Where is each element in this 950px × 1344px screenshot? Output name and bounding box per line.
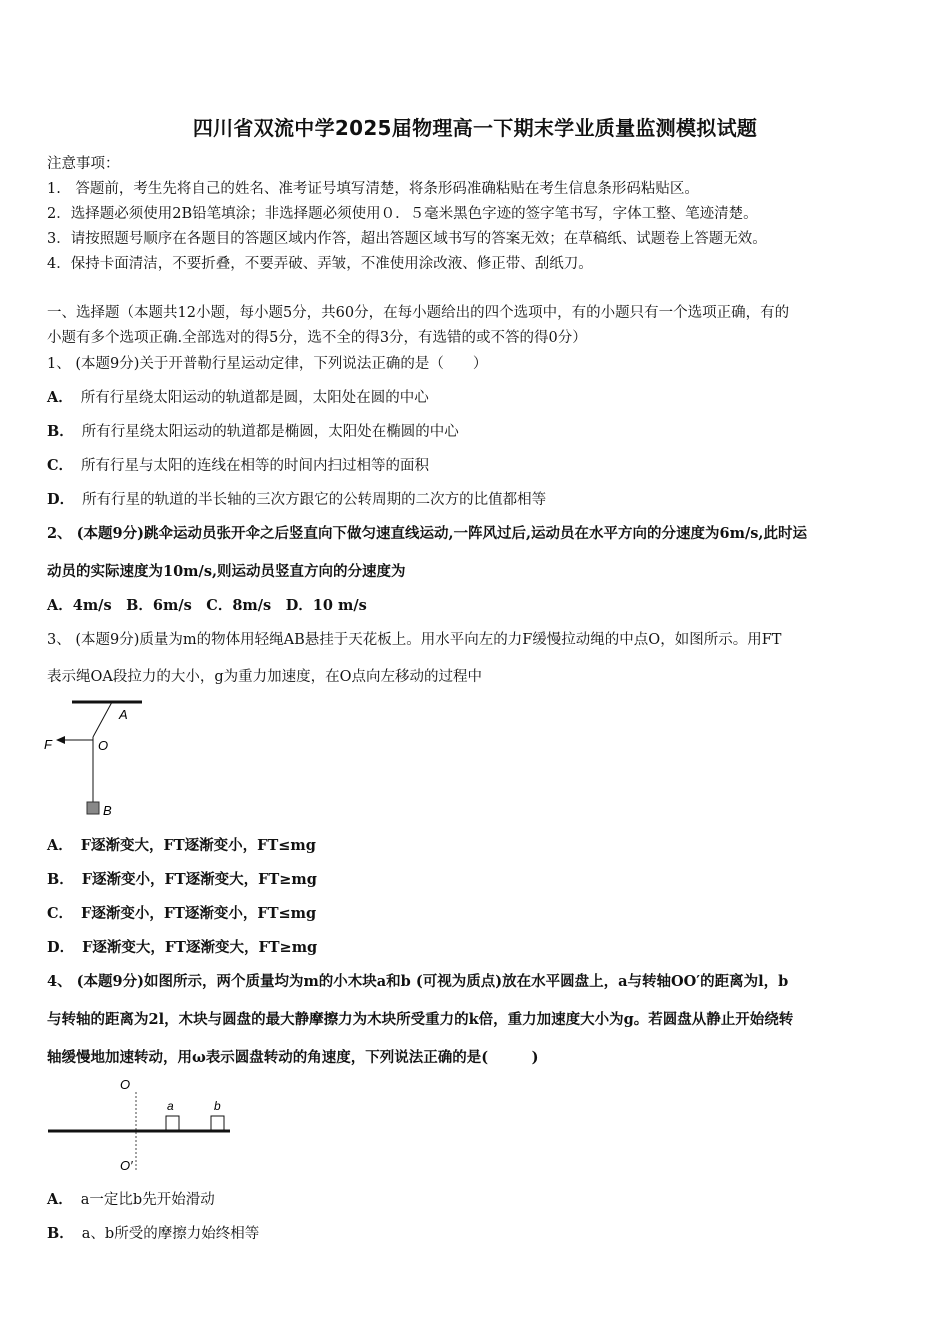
q4-stem-line-1: 4、 (本题9分)如图所示，两个质量均为m的小木块a和b (可视为质点)放在水平圆盘上，a与转轴OO′的距离为l，b (47, 973, 789, 990)
option-key: D． (47, 939, 75, 956)
option-text: F逐渐变大，FT逐渐变小，FT≤mg (80, 837, 316, 854)
q3-option-a (47, 834, 316, 855)
notice-item-3: 3．请按照题号顺序在各题目的答题区域内作答，超出答题区域书写的答案无效；在草稿纸、试题卷上答题无效。 (47, 231, 767, 247)
option-key: C． (47, 457, 74, 474)
label-a: a (167, 1099, 174, 1113)
q4-option-a (47, 1188, 215, 1209)
rope-oa (93, 702, 112, 737)
option-key: B． (47, 423, 74, 440)
option-text: F逐渐变小，FT逐渐变小，FT≤mg (81, 905, 317, 922)
force-arrow-head (56, 736, 65, 744)
option-key: C． (47, 905, 74, 922)
option-text: F逐渐变大，FT逐渐变大，FT≥mg (82, 939, 318, 956)
q1-option-b (47, 420, 459, 441)
label-f: F (44, 737, 52, 752)
q4-stem-line-2: 与转轴的距离为2l，木块与圆盘的最大静摩擦力为木块所受重力的k倍，重力加速度大小为g。若圆盘从静止开始绕转 (47, 1011, 794, 1028)
q3-stem-line-2: 表示绳OA段拉力的大小，g为重力加速度，在O点向左移动的过程中 (47, 669, 483, 685)
label-o-bottom: O′ (120, 1158, 133, 1173)
page-title: 四川省双流中学2025届物理高一下期末学业质量监测模拟试题 (192, 116, 758, 140)
option-key: A． (47, 837, 73, 854)
option-key: D． (47, 491, 75, 508)
option-text: 所有行星绕太阳运动的轨道都是圆，太阳处在圆的中心 (80, 390, 429, 406)
q4-stem-line-3: 轴缓慢地加速转动，用ω表示圆盘转动的角速度，下列说法正确的是( ) (47, 1049, 539, 1066)
mass-block (87, 802, 99, 814)
block-b (211, 1116, 224, 1130)
q1-option-d (47, 488, 546, 509)
notice-item-2: 2．选择题必须使用2B铅笔填涂；非选择题必须使用０．５毫米黑色字迹的签字笔书写，字体工整、笔迹清楚。 (47, 206, 758, 222)
option-text: a、b所受的摩擦力始终相等 (81, 1226, 260, 1242)
q2-options: A．4m/s B．6m/s C．8m/s D．10 m/s (47, 597, 367, 614)
option-key: A． (47, 1191, 73, 1208)
q1-option-c (47, 454, 429, 475)
q1-option-a (47, 386, 429, 407)
q3-option-d (47, 936, 317, 957)
q3-stem-line-1: 3、 (本题9分)质量为m的物体用轻绳AB悬挂于天花板上。用水平向左的力F缓慢拉动绳的中点O，如图所示。用FT (47, 632, 782, 648)
option-text: 所有行星绕太阳运动的轨道都是椭圆，太阳处在椭圆的中心 (81, 424, 459, 440)
notice-heading: 注意事项： (47, 156, 120, 172)
option-key: B． (47, 1225, 74, 1242)
section-heading-line-2: 小题有多个选项正确.全部选对的得5分，选不全的得3分，有选错的或不答的得0分） (47, 330, 587, 346)
option-text: a一定比b先开始滑动 (80, 1192, 215, 1208)
notice-item-4: 4．保持卡面清洁，不要折叠，不要弄破、弄皱，不准使用涂改液、修正带、刮纸刀。 (47, 256, 593, 272)
option-key: B． (47, 871, 74, 888)
label-o: O (98, 738, 109, 753)
q3-option-c (47, 902, 316, 923)
notice-item-1: 1. 答题前，考生先将自己的姓名、准考证号填写清楚，将条形码准确粘贴在考生信息条形码粘贴区。 (47, 181, 699, 197)
block-a (166, 1116, 179, 1130)
q3-option-b (47, 868, 317, 889)
q2-stem-line-2: 动员的实际速度为10m/s,则运动员竖直方向的分速度为 (47, 563, 406, 580)
option-text: 所有行星的轨道的半长轴的三次方跟它的公转周期的二次方的比值都相等 (82, 492, 547, 508)
label-b: b (214, 1099, 221, 1113)
q4-figure-disk (44, 1074, 244, 1178)
section-heading-line-1: 一、选择题（本题共12小题，每小题5分，共60分，在每小题给出的四个选项中，有的小题只有一个选项正确，有的 (47, 305, 790, 321)
label-a: A (119, 707, 128, 722)
q3-figure-rope (40, 692, 160, 822)
q4-option-b (47, 1222, 259, 1243)
q2-stem-line-1: 2、 (本题9分)跳伞运动员张开伞之后竖直向下做匀速直线运动,一阵风过后,运动员在水平方向的分速度为6m/s,此时运 (47, 525, 807, 542)
label-b: B (103, 803, 112, 818)
option-key: A． (47, 389, 73, 406)
option-text: F逐渐变小，FT逐渐变大，FT≥mg (81, 871, 317, 888)
option-text: 所有行星与太阳的连线在相等的时间内扫过相等的面积 (81, 458, 430, 474)
label-o-top: O (120, 1077, 131, 1092)
q1-stem: 1、 (本题9分)关于开普勒行星运动定律，下列说法正确的是（ ） (47, 356, 488, 372)
